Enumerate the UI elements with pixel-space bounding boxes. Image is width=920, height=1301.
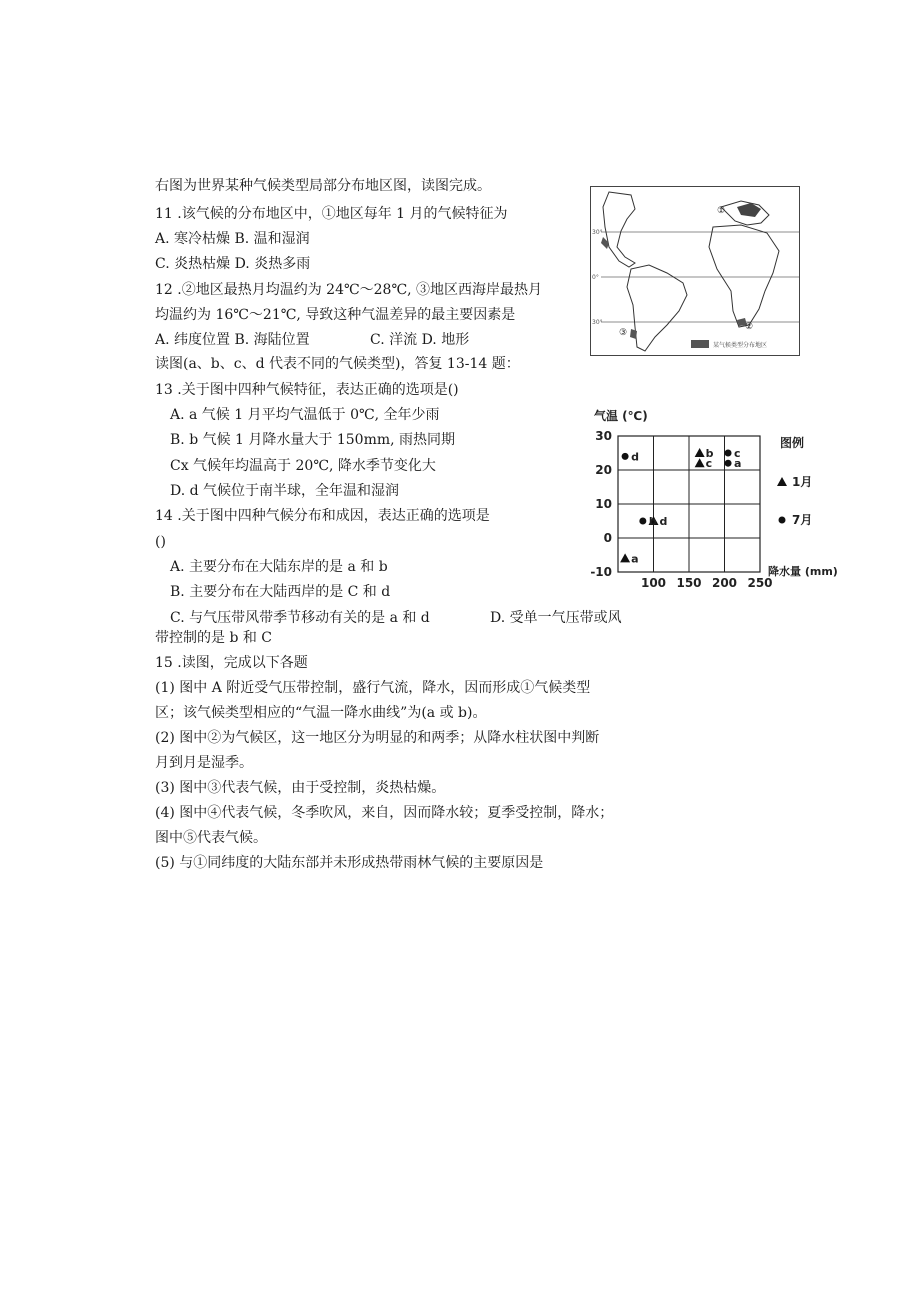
lat-label-30s: 30° bbox=[592, 319, 603, 326]
y-tick-label: 20 bbox=[595, 463, 612, 477]
north-america-outline bbox=[603, 192, 635, 267]
q13-option-b: B. b 气候 1 月降水量大于 150mm, 雨热同期 bbox=[170, 432, 456, 448]
chart-svg bbox=[580, 402, 850, 592]
q15-part2-line2: 月到月是湿季。 bbox=[155, 755, 253, 771]
read-note: 读图(a、b、c、d 代表不同的气候类型)，答复 13-14 题： bbox=[155, 356, 520, 372]
x-tick-label: 250 bbox=[747, 576, 773, 590]
point-label-b: b bbox=[705, 447, 714, 460]
q15-part1-line2: 区；该气候类型相应的“气温一降水曲线”为(a 或 b)。 bbox=[155, 705, 487, 721]
lat-label-0: 0° bbox=[592, 274, 599, 281]
legend-swatch bbox=[691, 340, 709, 348]
intro-text: 右图为世界某种气候类型局部分布地区图，读图完成。 bbox=[155, 178, 491, 194]
point-jan-a bbox=[620, 553, 630, 562]
q14-option-d-2: 带控制的是 b 和 C bbox=[155, 630, 273, 646]
legend-title: 图例 bbox=[780, 436, 805, 450]
q11-options-ab: A. 寒冷枯燥 B. 温和湿润 bbox=[155, 231, 310, 247]
q14-option-b: B. 主要分布在大陆西岸的是 C 和 d bbox=[170, 584, 391, 600]
q13-option-a: A. a 气候 1 月平均气温低于 0℃, 全年少雨 bbox=[170, 407, 440, 423]
q12-options-ab: A. 纬度位置 B. 海陆位置 bbox=[155, 332, 310, 348]
q12-stem-2: 均温约为 16℃～21℃, 导致这种气温差异的最主要因素是 bbox=[155, 307, 516, 323]
q15-part5: (5) 与①同纬度的大陆东部并未形成热带雨林气候的主要原因是 bbox=[155, 855, 544, 871]
q15-part1-line1: (1) 图中 A 附近受气压带控制，盛行气流，降水，因而形成①气候类型 bbox=[155, 680, 591, 696]
point-label-a: a bbox=[734, 457, 742, 471]
q14-option-a: A. 主要分布在大陆东岸的是 a 和 b bbox=[170, 559, 388, 575]
q14-paren: () bbox=[155, 534, 166, 550]
legend-label-1: 7月 bbox=[792, 513, 813, 527]
marker-2: ② bbox=[745, 322, 754, 332]
q12-stem-1: 12 .②地区最热月均温约为 24℃～28℃, ③地区西海岸最热月 bbox=[155, 282, 543, 298]
map-drawing bbox=[591, 187, 799, 355]
region-chile bbox=[630, 329, 637, 339]
y-tick-label: 10 bbox=[595, 497, 612, 511]
q15-part4-line2: 图中⑤代表气候。 bbox=[155, 830, 267, 846]
point-jul-a bbox=[725, 460, 732, 467]
point-jul-d bbox=[622, 453, 629, 460]
point-jul-b bbox=[639, 518, 646, 525]
q13-option-d: D. d 气候位于南半球，全年温和湿润 bbox=[170, 483, 400, 499]
y-tick-label: 0 bbox=[603, 531, 612, 545]
point-jul-c bbox=[725, 450, 732, 457]
q14-stem: 14 .关于图中四种气候分布和成因，表达正确的选项是 bbox=[155, 508, 490, 524]
q12-options-cd: C. 洋流 D. 地形 bbox=[370, 332, 470, 348]
q15-part3: (3) 图中③代表气候，由于受控制，炎热枯燥。 bbox=[155, 780, 446, 796]
point-label-d: d bbox=[631, 450, 639, 464]
q11-options-cd: C. 炎热枯燥 D. 炎热多雨 bbox=[155, 256, 311, 272]
q13-stem: 13 .关于图中四种气候特征，表达正确的选项是() bbox=[155, 382, 459, 398]
lat-label-30n: 30° bbox=[592, 229, 603, 236]
q14-option-c: C. 与气压带风带季节移动有关的是 a 和 d bbox=[170, 610, 430, 626]
point-label-d: d bbox=[659, 515, 668, 528]
point-label-c: c bbox=[734, 447, 741, 460]
legend-marker-jan bbox=[777, 477, 787, 486]
y-tick-label: 30 bbox=[595, 429, 612, 443]
x-tick-label: 150 bbox=[676, 576, 702, 590]
x-tick-label: 200 bbox=[711, 576, 738, 590]
point-jan-b bbox=[695, 448, 705, 457]
marker-1: ① bbox=[717, 206, 726, 216]
legend-label: 某气候类型分布地区 bbox=[713, 342, 768, 349]
africa-outline bbox=[709, 225, 779, 327]
point-label-b: b bbox=[648, 515, 657, 528]
q11-stem: 11 .该气候的分布地区中，①地区每年 1 月的气候特征为 bbox=[155, 206, 508, 222]
marker-3: ③ bbox=[619, 328, 628, 338]
y-tick-label: -10 bbox=[590, 565, 612, 579]
q15-stem: 15 .读图，完成以下各题 bbox=[155, 655, 308, 671]
legend-label-0: 1月 bbox=[792, 475, 813, 489]
q15-part2-line1: (2) 图中②为气候区，这一地区分为明显的和两季；从降水柱状图中判断 bbox=[155, 730, 600, 746]
temperature-precipitation-chart bbox=[580, 402, 850, 592]
legend-marker-jul bbox=[779, 517, 786, 524]
q13-option-c: Cx 气候年均温高于 20℃, 降水季节变化大 bbox=[170, 458, 436, 474]
q15-part4-line1: (4) 图中④代表气候，冬季吹风，来自，因而降水较；夏季受控制，降水； bbox=[155, 805, 614, 821]
x-axis-label: 降水量 (mm) bbox=[768, 565, 838, 578]
point-label-c: c bbox=[705, 457, 713, 471]
point-jan-c bbox=[695, 458, 705, 467]
point-label-a: a bbox=[631, 552, 639, 566]
climate-distribution-map bbox=[590, 186, 800, 356]
q14-option-d-1: D. 受单一气压带或风 bbox=[490, 610, 622, 626]
x-tick-label: 100 bbox=[640, 576, 667, 590]
y-axis-label: 气温 (℃) bbox=[594, 409, 648, 423]
